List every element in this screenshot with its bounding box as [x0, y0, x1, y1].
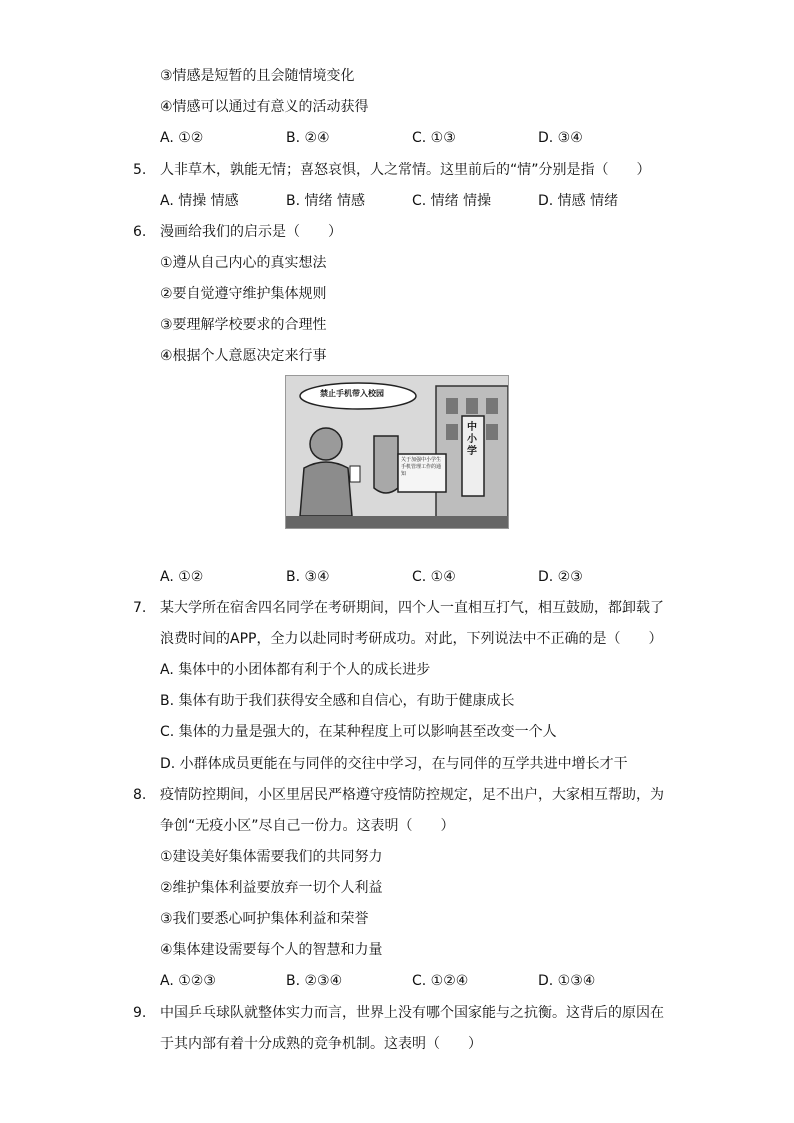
question-number: 9.	[133, 1005, 147, 1021]
statement-item: ②要自觉遵守维护集体规则	[160, 286, 327, 302]
question-number: 8.	[133, 787, 147, 803]
option-c[interactable]: C. ①④	[412, 569, 456, 585]
option-c[interactable]: C. 集体的力量是强大的，在某种程度上可以影响甚至改变一个人	[160, 724, 557, 740]
option-c[interactable]: C. ①②④	[412, 973, 469, 989]
option-a[interactable]: A. ①②③	[160, 973, 216, 989]
answer-options	[160, 567, 664, 587]
question-stem: 疫情防控期间，小区里居民严格遵守疫情防控规定，足不出户，大家相互帮助，为	[160, 787, 664, 803]
statement-item: ①建设美好集体需要我们的共同努力	[160, 849, 383, 865]
statement-item: ②维护集体利益要放弃一切个人利益	[160, 880, 383, 896]
question-number: 6.	[133, 224, 147, 240]
question-number: 7.	[133, 600, 147, 616]
question-stem: 人非草木，孰能无情；喜怒哀惧，人之常情。这里前后的“情”分别是指（ ）	[160, 162, 651, 178]
option-a[interactable]: A. 集体中的小团体都有利于个人的成长进步	[160, 662, 431, 678]
option-b[interactable]: B. ②④	[286, 130, 330, 146]
answer-options	[160, 191, 664, 211]
bubble-text: 禁止手机带入校园	[320, 389, 384, 398]
question-number: 5.	[133, 162, 147, 178]
question-stem: 某大学所在宿舍四名同学在考研期间，四个人一直相互打气，相互鼓励，都卸载了	[160, 600, 664, 616]
option-c[interactable]: C. ①③	[412, 130, 456, 146]
cartoon-image	[285, 375, 509, 529]
option-c[interactable]: C. 情绪 情操	[412, 193, 492, 209]
option-b[interactable]: B. ③④	[286, 569, 330, 585]
option-d[interactable]: D. 情感 情绪	[538, 193, 619, 209]
option-item-3: ③情感是短暂的且会随情境变化	[160, 68, 355, 84]
option-a[interactable]: A. ①②	[160, 569, 204, 585]
answer-options	[160, 128, 664, 148]
statement-item: ④集体建设需要每个人的智慧和力量	[160, 942, 383, 958]
option-a[interactable]: A. 情操 情感	[160, 193, 239, 209]
question-stem: 于其内部有着十分成熟的竞争机制。这表明（ ）	[160, 1036, 482, 1052]
question-stem: 浪费时间的APP，全力以赴同时考研成功。对此，下列说法中不正确的是（ ）	[160, 631, 663, 647]
question-stem: 中国乒乓球队就整体实力而言，世界上没有哪个国家能与之抗衡。这背后的原因在	[160, 1005, 664, 1021]
option-b[interactable]: B. ②③④	[286, 973, 343, 989]
option-d[interactable]: D. ②③	[538, 569, 583, 585]
option-d[interactable]: D. ①③④	[538, 973, 596, 989]
option-d[interactable]: D. ③④	[538, 130, 583, 146]
option-a[interactable]: A. ①②	[160, 130, 204, 146]
answer-options	[160, 971, 664, 991]
statement-item: ③我们要悉心呵护集体利益和荣誉	[160, 911, 369, 927]
option-b[interactable]: B. 情绪 情感	[286, 193, 365, 209]
school-sign: 中小学	[467, 422, 477, 457]
option-item-4: ④情感可以通过有意义的活动获得	[160, 99, 369, 115]
question-stem: 争创“无疫小区”尽自己一份力。这表明（ ）	[160, 818, 455, 834]
notice-text: 关于加强中小学生手机管理工作的通知	[401, 457, 442, 477]
statement-item: ③要理解学校要求的合理性	[160, 317, 327, 333]
option-d[interactable]: D. 小群体成员更能在与同伴的交往中学习，在与同伴的互学共进中增长才干	[160, 756, 628, 772]
statement-item: ④根据个人意愿决定来行事	[160, 348, 327, 364]
option-b[interactable]: B. 集体有助于我们获得安全感和自信心，有助于健康成长	[160, 693, 515, 709]
question-stem: 漫画给我们的启示是（ ）	[160, 224, 342, 240]
statement-item: ①遵从自己内心的真实想法	[160, 255, 327, 271]
